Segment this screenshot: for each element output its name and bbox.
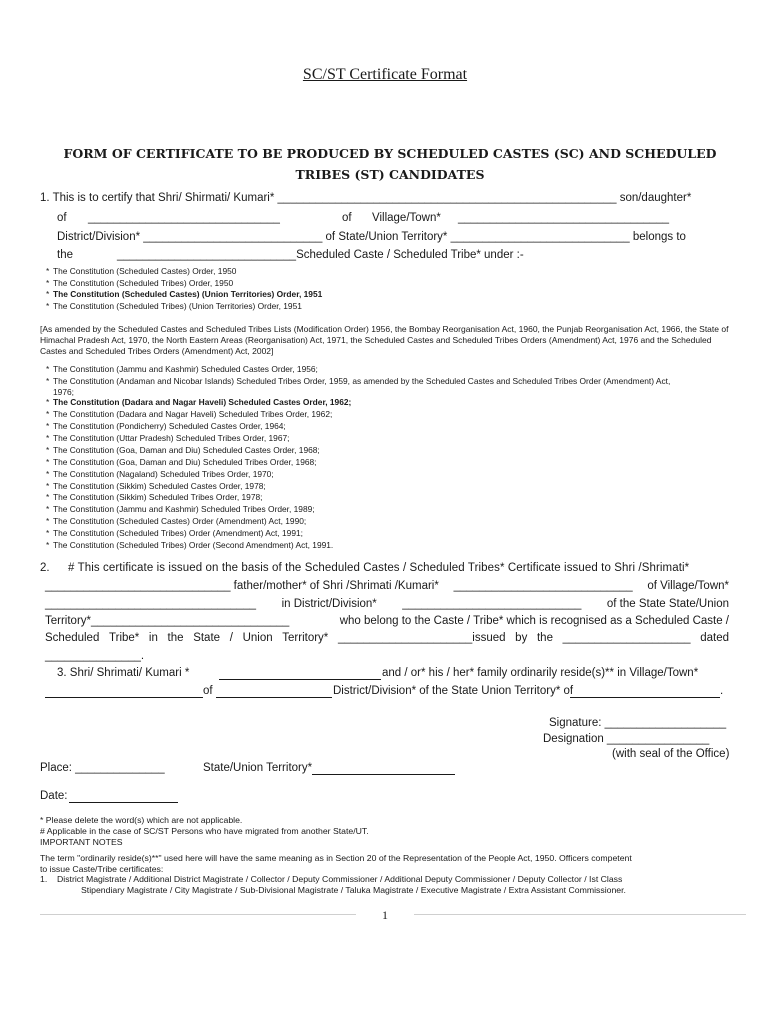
order-b-item: [46, 387, 74, 397]
section2-l3b: in District/Division*: [281, 598, 377, 610]
section1-the-label: the: [57, 249, 73, 261]
section3-district-underline: [216, 697, 332, 698]
order-b-item: [46, 445, 320, 455]
section2-line6: _______________.: [45, 650, 145, 662]
note-delete: * Please delete the word(s) which are not applicable.: [40, 815, 243, 825]
order-a-item: [46, 301, 302, 311]
order-a-item-text: The Constitution (Scheduled Castes) (Union Territories) Order, 1951: [53, 289, 323, 299]
section1-line1: 1. This is to certify that Shri/ Shirmati/ Kumari* _____________________________________________________ son/daughter*: [40, 192, 692, 204]
asterisk-mark: *: [46, 481, 50, 491]
order-a-item-text: The Constitution (Scheduled Tribes) (Union Territories) Order, 1951: [53, 300, 302, 311]
order-b-item-text: The Constitution (Goa, Daman and Diu) Scheduled Tribes Order, 1968;: [53, 457, 317, 467]
section1-village-label: Village/Town*: [372, 212, 441, 224]
order-b-item: [46, 376, 670, 386]
order-b-item: [46, 421, 286, 431]
section2-line4: [45, 615, 729, 627]
section3-name-underline: [219, 679, 381, 680]
order-b-item-text: The Constitution (Dadara and Nagar Haveli) Scheduled Castes Order, 1962;: [53, 397, 352, 407]
asterisk-mark: *: [46, 504, 50, 514]
order-b-item: [46, 481, 266, 491]
section2-l5f: /: [229, 632, 233, 644]
order-b-item-text: The Constitution (Sikkim) Scheduled Castes Order, 1978;: [53, 481, 266, 491]
section3-l2a: of: [203, 685, 213, 697]
asterisk-mark: *: [46, 376, 50, 386]
section2-l5l: ____________________: [562, 632, 691, 644]
order-b-item: [46, 409, 332, 419]
designation-label: Designation ________________: [543, 733, 710, 745]
order-b-item-text: The Constitution (Nagaland) Scheduled Tribes Order, 1970;: [53, 469, 274, 479]
section2-l5e: State: [193, 632, 221, 644]
section2-l3a: _________________________________: [45, 598, 257, 610]
order-b-item: [46, 516, 306, 526]
order-a-item: [46, 289, 322, 299]
section2-l4a: Territory*_______________________________: [45, 615, 290, 627]
order-b-item: [46, 492, 262, 502]
asterisk-mark: *: [46, 528, 50, 538]
order-b-item-text: 1976;: [53, 387, 74, 397]
asterisk-mark: *: [46, 409, 50, 419]
form-heading: FORM OF CERTIFICATE TO BE PRODUCED BY SCHEDULED CASTES (SC) AND SCHEDULED TRIBES (ST) CANDIDATES: [63, 146, 717, 182]
section3-l2c: .: [720, 685, 724, 697]
note-officers-number: 1.: [40, 874, 48, 884]
order-b-item: [46, 364, 318, 374]
date-label: Date:: [40, 790, 68, 802]
section1-of-label-2: of: [342, 212, 352, 224]
order-b-item-text: The Constitution (Andaman and Nicobar Islands) Scheduled Tribes Order, 1959, as amended by the Scheduled Castes and Scheduled Tribes Order (Amendment) Act,: [53, 376, 671, 386]
order-a-item: [46, 266, 236, 276]
asterisk-mark: *: [46, 289, 50, 299]
section1-father-blank: ______________________________: [88, 212, 280, 224]
note-officers-line2: Stipendiary Magistrate / City Magistrate / Sub-Divisional Magistrate / Taluka Magistrate / Executive Magistrate / Extra Assistant Commissioner.: [81, 885, 626, 895]
section2-l2c: of Village/Town*: [647, 580, 729, 592]
section2-number: 2.: [40, 562, 50, 574]
asterisk-mark: *: [46, 516, 50, 526]
order-b-item-text: The Constitution (Dadara and Nagar Haveli) Scheduled Tribes Order, 1962;: [53, 409, 333, 419]
order-b-item-text: The Constitution (Jammu and Kashmir) Scheduled Tribes Order, 1989;: [53, 504, 315, 514]
order-b-item-text: The Constitution (Sikkim) Scheduled Tribes Order, 1978;: [53, 492, 263, 502]
order-a-item-text: The Constitution (Scheduled Tribes) Order, 1950: [53, 277, 234, 288]
section2-l5a: Scheduled: [45, 632, 100, 644]
document-title: SC/ST Certificate Format: [302, 66, 468, 83]
section2-line1: # This certificate is issued on the basis of the Scheduled Castes / Scheduled Tribes* Certificate issued to Shri /Shrimati*: [68, 562, 690, 574]
section3-l1b: and / or* his / her* family ordinarily reside(s)** in Village/Town*: [382, 667, 699, 679]
order-a-item-text: The Constitution (Scheduled Castes) Order, 1950: [53, 266, 237, 276]
section2-l3d: of the State State/Union: [606, 598, 729, 610]
asterisk-mark: *: [46, 492, 50, 502]
asterisk-mark: *: [46, 397, 50, 407]
state-ut-underline: [312, 774, 455, 775]
order-b-item-text: The Constitution (Scheduled Tribes) Order (Second Amendment) Act, 1991.: [53, 540, 334, 550]
amended-note: [As amended by the Scheduled Castes and Scheduled Tribes Lists (Modification Order) 1956, the Bombay Reorganisation Act, 1960, the Punjab Reorganisation Act, 1966, the State of Himachal Pradesh Act, 1970, the North Eastern Areas (Reorganisation) Act, 1971, the Scheduled Castes and Scheduled Tribes Orders (Amendment) Act, 1976 and the Scheduled Castes and Scheduled Tribes Orders (Amendment) Act, 2002]: [40, 324, 729, 356]
signature-label: Signature: ___________________: [549, 717, 727, 729]
order-b-item-text: The Constitution (Goa, Daman and Diu) Scheduled Castes Order, 1968;: [53, 445, 320, 455]
section1-of-label: of: [57, 212, 67, 224]
section1-village-blank: _________________________________: [458, 212, 670, 224]
section2-line3: [45, 598, 729, 610]
section2-l5b: Tribe*: [109, 632, 140, 644]
order-b-item: [46, 469, 274, 479]
order-b-item-text: The Constitution (Pondicherry) Scheduled Castes Order, 1964;: [53, 421, 286, 431]
seal-note: (with seal of the Office): [612, 748, 730, 760]
order-b-item: [46, 457, 317, 467]
asterisk-mark: *: [46, 433, 50, 443]
section2-l5d: the: [167, 632, 184, 644]
asterisk-mark: *: [46, 266, 50, 276]
important-notes-heading: IMPORTANT NOTES: [40, 837, 123, 847]
note-ordinarily-reside: The term "ordinarily reside(s)**" used here will have the same meaning as in Section 20 of the Representation of the People Act, 1950. Officers competent to issue Caste/Tribe certificates:: [40, 853, 632, 874]
asterisk-mark: *: [46, 540, 50, 550]
section2-line2: [45, 580, 729, 592]
section3-l2b: District/Division* of the State Union Territory* of: [333, 685, 574, 697]
order-b-item-text: The Constitution (Uttar Pradesh) Scheduled Tribes Order, 1967;: [53, 433, 290, 443]
asterisk-mark: *: [46, 300, 50, 311]
state-ut-label: State/Union Territory*: [203, 762, 313, 774]
section3-state-underline: [570, 697, 720, 698]
section2-l5h: Territory*: [282, 632, 329, 644]
page-number: 1: [382, 908, 388, 922]
section1-line3: District/Division* ____________________________ of State/Union Territory* ____________________________ belongs to: [57, 231, 686, 243]
section2-l2a: _____________________________ father/mother* of Shri /Shrimati /Kumari*: [45, 580, 439, 592]
asterisk-mark: *: [46, 364, 50, 374]
section2-l4b: who belong to the Caste / Tribe* which is recognised as a Scheduled Caste /: [339, 615, 729, 627]
section2-l3c: ____________________________: [402, 598, 582, 610]
section3-l1a: 3. Shri/ Shrimati/ Kumari *: [57, 667, 190, 679]
place-label: Place: ______________: [40, 762, 165, 774]
order-b-item-text: The Constitution (Jammu and Kashmir) Scheduled Castes Order, 1956;: [53, 364, 318, 374]
section2-l5g: Union: [242, 632, 273, 644]
order-a-item: [46, 278, 233, 288]
order-b-item: [46, 397, 351, 407]
order-b-item: [46, 504, 315, 514]
section2-l5i: _____________________issued: [337, 632, 506, 644]
section2-l2b: ____________________________: [453, 580, 633, 592]
section2-l5m: dated: [700, 632, 729, 644]
asterisk-mark: *: [46, 457, 50, 467]
order-b-item: [46, 540, 333, 550]
section1-line4: ____________________________Scheduled Caste / Scheduled Tribe* under :-: [117, 249, 524, 261]
section2-l5k: the: [536, 632, 553, 644]
section2-l5j: by: [515, 632, 528, 644]
order-b-item: [46, 433, 289, 443]
section3-village-underline: [45, 697, 203, 698]
asterisk-mark: *: [46, 277, 50, 288]
note-officers-line1: District Magistrate / Additional District Magistrate / Collector / Deputy Commissioner / Additional Deputy Commissioner / Deputy Collector / Ist Class: [57, 874, 623, 884]
order-b-item: [46, 528, 303, 538]
section2-l5c: in: [148, 632, 158, 644]
order-b-item-text: The Constitution (Scheduled Castes) Order (Amendment) Act, 1990;: [53, 516, 307, 526]
section2-line5: [45, 632, 729, 644]
note-migrated: # Applicable in the case of SC/ST Persons who have migrated from another State/UT.: [40, 826, 369, 836]
asterisk-mark: *: [46, 445, 50, 455]
date-underline: [69, 802, 178, 803]
asterisk-mark: *: [46, 469, 50, 479]
order-b-item-text: The Constitution (Scheduled Tribes) Order (Amendment) Act, 1991;: [53, 528, 303, 538]
asterisk-mark: *: [46, 421, 50, 431]
